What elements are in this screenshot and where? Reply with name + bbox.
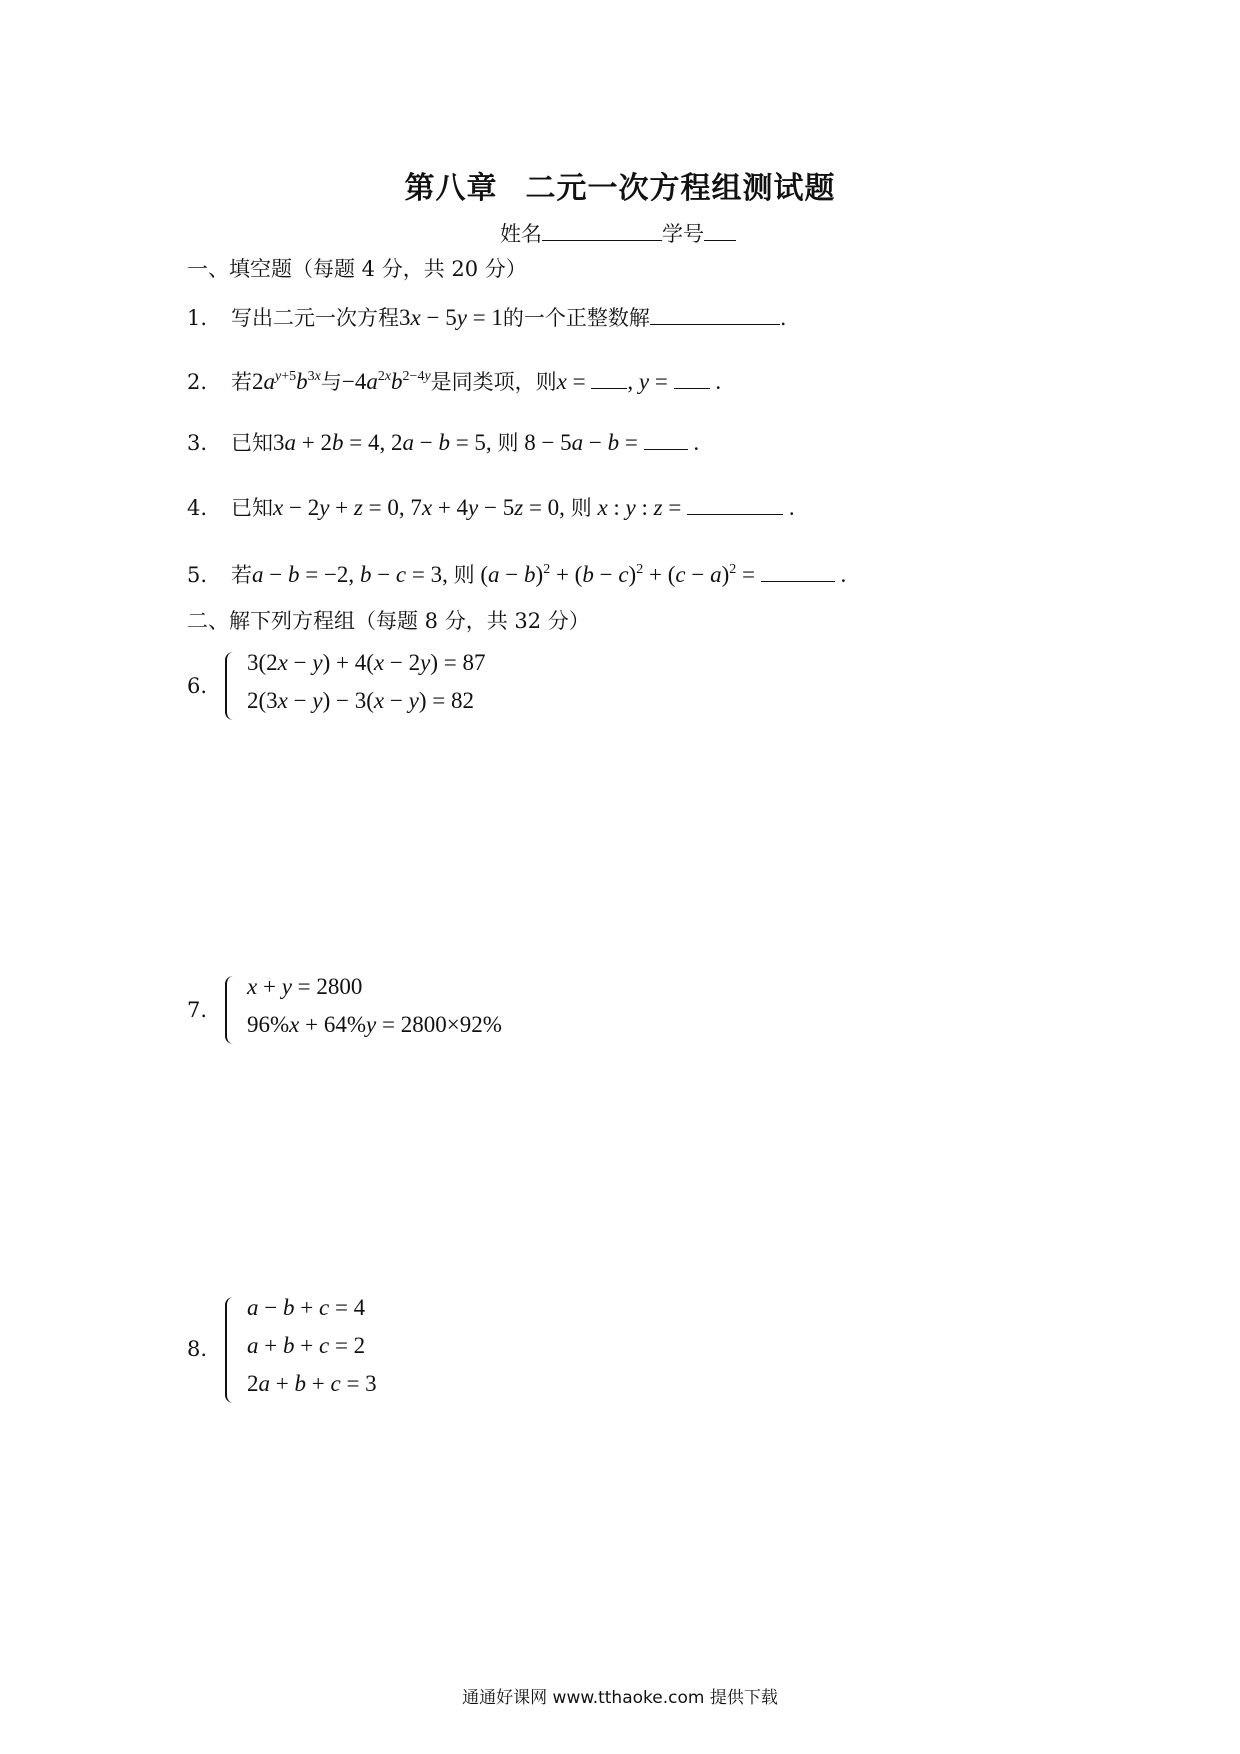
equation-1: a − b + c = 4 (247, 1295, 366, 1320)
id-label: 学号 (662, 222, 704, 246)
question-number: 3. (187, 431, 208, 455)
question-number: 5. (187, 563, 208, 587)
left-brace (225, 1297, 239, 1403)
system-7 (187, 974, 587, 1050)
answer-blank-x[interactable] (591, 370, 627, 389)
question-math-2: $(a - b)^2 + (b - c)^2 + (c - a)^2$ = . (474, 562, 847, 587)
equation-2: 96%x + 64%y = 2800×92% (247, 1012, 502, 1037)
question-suffix: 是同类项，则 (430, 370, 557, 394)
question-2 (187, 366, 721, 396)
question-number: 1. (187, 306, 208, 330)
answer-blank[interactable] (650, 306, 780, 325)
question-suffix: 的一个正整数解 (502, 306, 650, 330)
question-number: 2. (187, 370, 208, 394)
question-mid: 则 (570, 496, 592, 520)
question-math-2: 8 − 5a − b = . (518, 430, 700, 455)
question-5 (187, 559, 846, 589)
question-text: 写出二元一次方程 (231, 306, 399, 330)
equation-2: a + b + c = 2 (247, 1333, 366, 1358)
question-prefix: 已知 (231, 431, 273, 455)
page-title (0, 163, 1240, 207)
question-prefix: 已知 (231, 496, 273, 520)
student-info-row (500, 218, 736, 248)
question-4 (187, 492, 795, 522)
question-math-1: a − b = −2, b − c = 3, (252, 562, 454, 587)
left-brace (225, 652, 239, 720)
id-blank[interactable] (704, 220, 736, 241)
question-math-1: x − 2y + z = 0, 7x + 4y − 5z = 0, (273, 495, 571, 520)
question-math: 3x − 5y = 1 (399, 305, 503, 330)
system-number: 8. (187, 1337, 208, 1361)
question-mid: 则 (453, 563, 475, 587)
name-label: 姓名 (500, 222, 542, 246)
question-3 (187, 427, 699, 457)
question-prefix: 若 (231, 563, 252, 587)
question-number: 4. (187, 496, 208, 520)
question-math-1: $2a^{y+5}b^{3x}$ (252, 369, 321, 394)
answer-blank[interactable] (761, 563, 835, 582)
question-1: 1. 写出二元一次方程3x − 5y = 1的一个正整数解 . (187, 305, 787, 330)
section1-heading: 一、填空题（每题 4 分，共 20 分） (187, 257, 527, 281)
title-subject: 二元一次方程组测试题 (525, 171, 836, 206)
name-blank[interactable] (542, 220, 662, 241)
system-6 (187, 650, 587, 726)
question-mid: 则 (497, 431, 519, 455)
question-math-2: x : y : z = . (597, 495, 795, 520)
equation-1: 3(2x − y) + 4(x − 2y) = 87 (247, 650, 486, 675)
equation-1: x + y = 2800 (247, 974, 363, 999)
title-chapter: 第八章 (404, 171, 498, 206)
section2-heading: 二、解下列方程组（每题 8 分，共 32 分） (187, 609, 590, 633)
footer-text: 通通好课网 www.tthaoke.com 提供下载 (462, 1688, 778, 1708)
equation-2: 2(3x − y) − 3(x − y) = 82 (247, 688, 474, 713)
answer-blank-y[interactable] (674, 370, 710, 389)
system-number: 6. (187, 674, 208, 698)
question-prefix: 若 (231, 370, 252, 394)
system-8 (187, 1295, 587, 1409)
question-math-3: x = , y = . (556, 369, 722, 394)
equation-3: 2a + b + c = 3 (247, 1371, 377, 1396)
answer-blank[interactable] (644, 431, 688, 450)
answer-blank[interactable] (687, 496, 783, 515)
question-mid: 与 (320, 370, 342, 394)
question-math-2: $-4a^{2x}b^{2-4y}$ (341, 369, 431, 394)
left-brace (225, 976, 239, 1044)
question-math-1: 3a + 2b = 4, 2a − b = 5, (273, 430, 498, 455)
system-number: 7. (187, 998, 208, 1022)
